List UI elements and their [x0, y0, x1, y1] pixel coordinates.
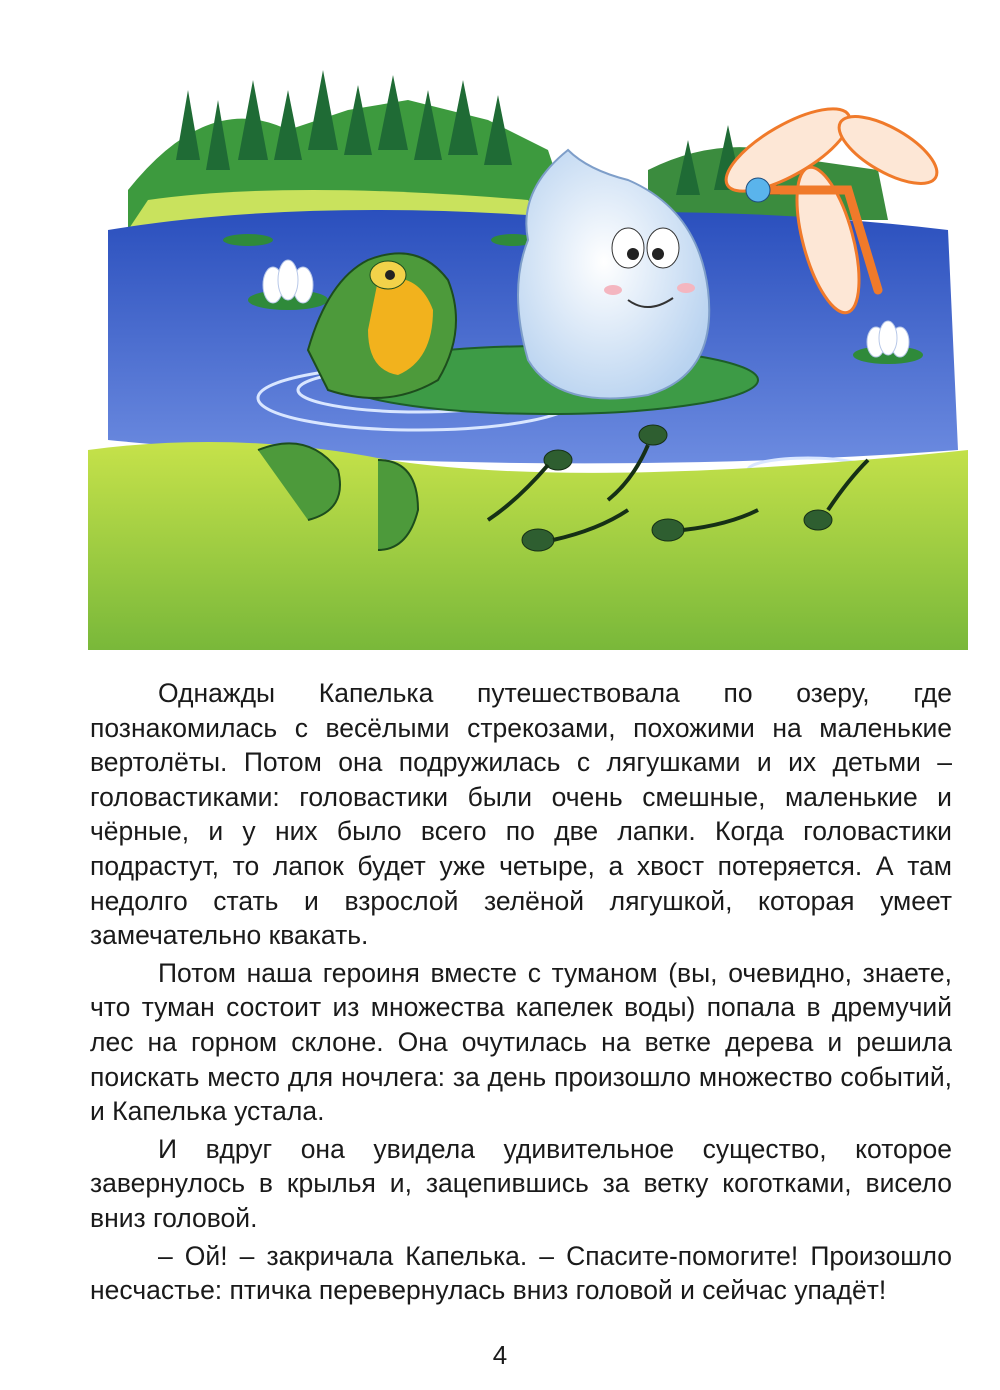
paragraph-4: – Ой! – закричала Капелька. – Спасите-помогите! Произошло несчастье: птичка перевернулась вниз головой и сейчас упадёт!	[90, 1240, 952, 1306]
illustration	[88, 30, 968, 650]
paragraph-3: И вдруг она увидела удивительное существо, которое завернулось в крылья и, зацепившись за ветку коготками, висело вниз головой.	[90, 1133, 952, 1233]
paragraph-2: Потом наша героиня вместе с туманом (вы, очевидно, знаете, что туман состоит из множества капелек воды) попала в дремучий лес на горном склоне. Она очутилась на ветке дерева и решила поискать место для ночлега: за день произошло множество событий, и Капелька устала.	[90, 957, 952, 1127]
paragraph-1: Однажды Капелька путешествовала по озеру, где познакомилась с весёлыми стрекозами, похожими на маленькие вертолёты. Потом она подружилась с лягушками и их детьми – головастиками: головастики были очень смешные, маленькие и чёрные, и у них было всего по две лапки. Когда головастики подрастут, то лапок будет уже четыре, а хвост потеряется. А там недолго стать и взрослой зелёной лягушкой, которая умеет замечательно квакать.	[90, 678, 952, 951]
page-number: 4	[492, 1340, 508, 1370]
story-text	[90, 676, 952, 1308]
lake-scene-image	[88, 30, 968, 650]
